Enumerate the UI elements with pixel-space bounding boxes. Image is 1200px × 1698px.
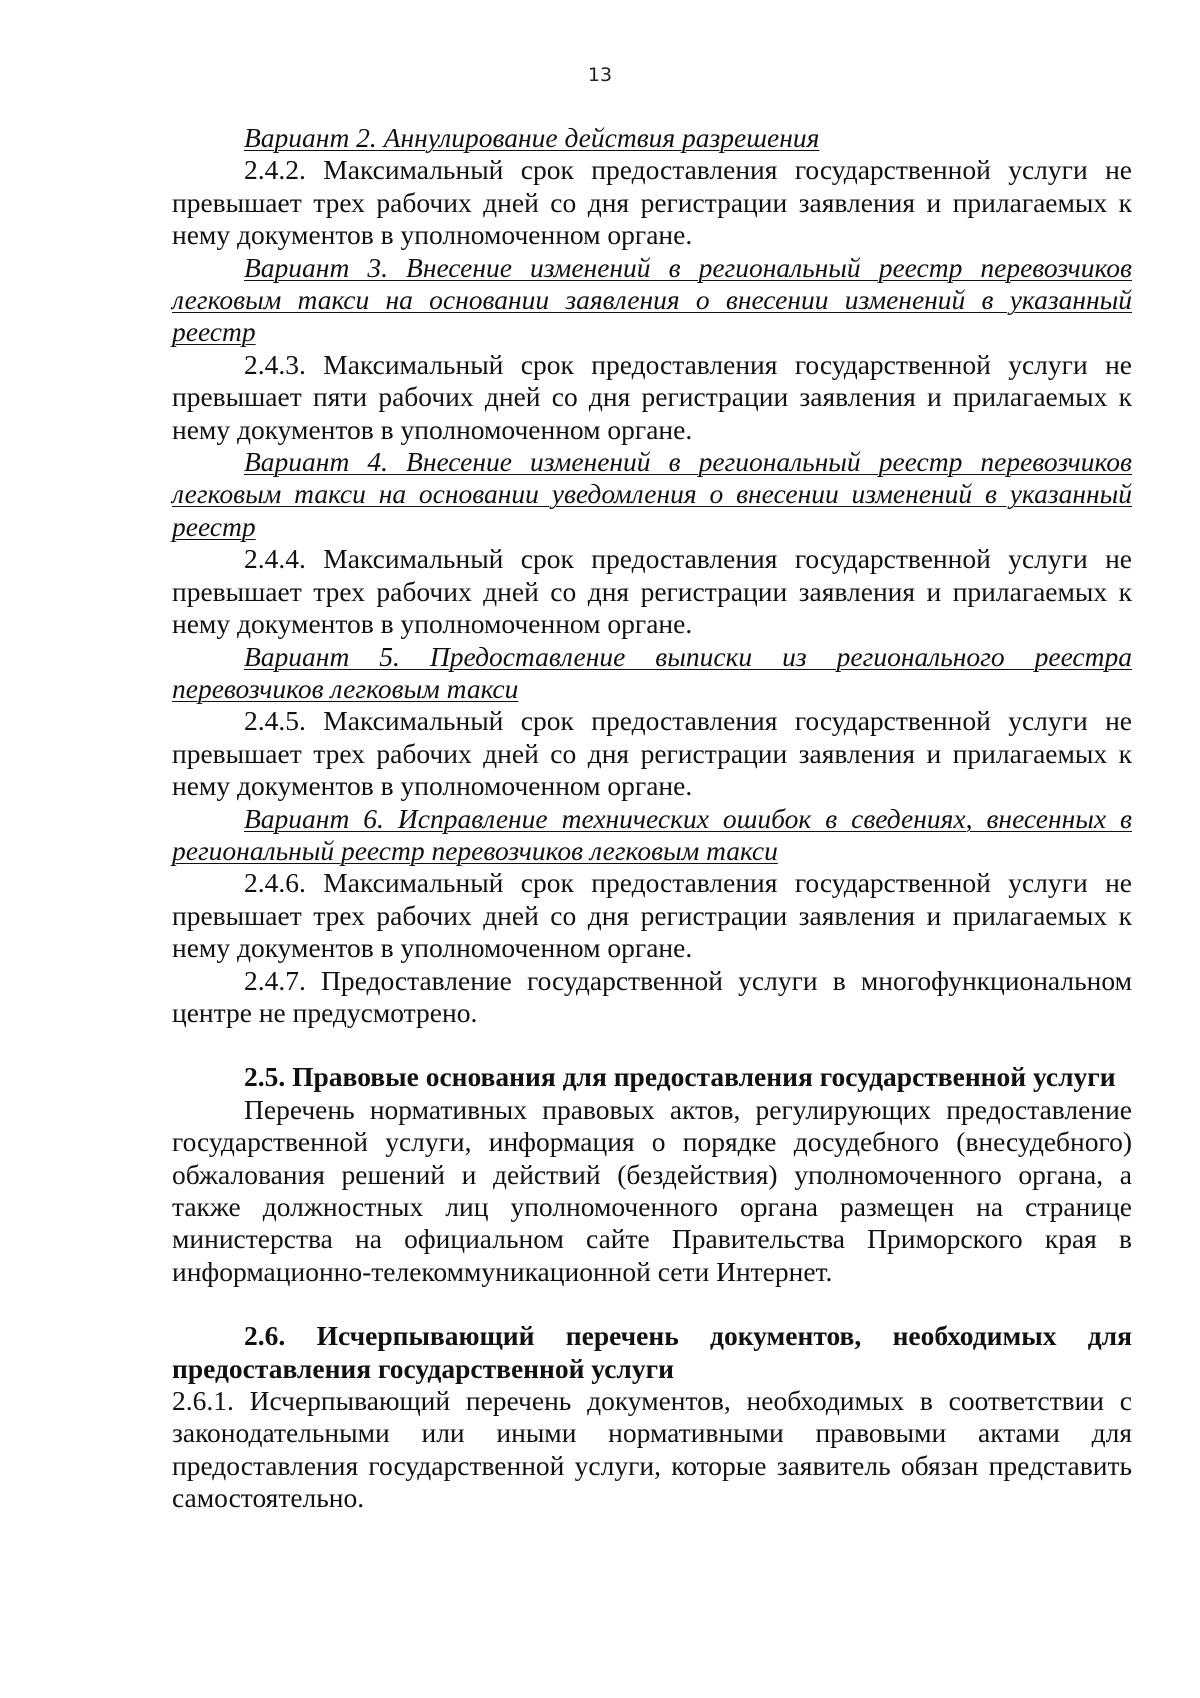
- section-gap: [172, 1029, 1132, 1061]
- page-number: 13: [587, 64, 613, 86]
- paragraph-2-4-3: 2.4.3. Максимальный срок предоставления государственной услуги не превышает пяти рабочих дней со дня регистрации заявления и прилагаемых к нему документов в уполномоченном органе.: [172, 348, 1132, 445]
- document-body: [172, 122, 1132, 1515]
- section-heading-2-5: 2.5. Правовые основания для предоставления государственной услуги: [244, 1061, 1116, 1093]
- section-heading-2-6: 2.6. Исчерпывающий перечень документов, необходимых для предоставления государственной услуги: [172, 1320, 1132, 1384]
- variant-2-title: Вариант 2. Аннулирование действия разрешения: [244, 122, 820, 153]
- paragraph-2-5: Перечень нормативных правовых актов, регулирующих предоставление государственной услуги, информация о порядке досудебного (внесудебного) обжалования решений и действий (бездействия) уполномоченного органа, а также должностных лиц уполномоченного органа размещен на странице министерства на официальном сайте Правительства Приморского края в информационно-телекоммуникационной сети Интернет.: [172, 1093, 1132, 1287]
- paragraph-2-4-2: 2.4.2. Максимальный срок предоставления государственной услуги не превышает трех рабочих дней со дня регистрации заявления и прилагаемых к нему документов в уполномоченном органе.: [172, 154, 1132, 251]
- variant-3-title: Вариант 3. Внесение изменений в региональный реестр перевозчиков легковым такси на основании заявления о внесении изменений в указанный реестр: [172, 251, 1132, 348]
- paragraph-2-4-6: 2.4.6. Максимальный срок предоставления государственной услуги не превышает трех рабочих дней со дня регистрации заявления и прилагаемых к нему документов в уполномоченном органе.: [172, 867, 1132, 964]
- variant-4-title: Вариант 4. Внесение изменений в региональный реестр перевозчиков легковым такси на основании уведомления о внесении изменений в указанный реестр: [172, 446, 1132, 542]
- paragraph-2-4-7: 2.4.7. Предоставление государственной услуги в многофункциональном центре не предусмотрено.: [172, 964, 1132, 1028]
- paragraph-2-4-4: 2.4.4. Максимальный срок предоставления государственной услуги не превышает трех рабочих дней со дня регистрации заявления и прилагаемых к нему документов в уполномоченном органе.: [172, 543, 1132, 640]
- paragraph-2-6-1: 2.6.1. Исчерпывающий перечень документов, необходимых в соответствии с законодательными или иными нормативными правовыми актами для предоставления государственной услуги, которые заявитель обязан представить самостоятельно.: [172, 1385, 1132, 1514]
- paragraph-2-4-5: 2.4.5. Максимальный срок предоставления государственной услуги не превышает трех рабочих дней со дня регистрации заявления и прилагаемых к нему документов в уполномоченном органе.: [172, 705, 1132, 802]
- variant-5-title: Вариант 5. Предоставление выписки из регионального реестра перевозчиков легковым такси: [172, 640, 1132, 704]
- variant-6-title: Вариант 6. Исправление технических ошибок в сведениях, внесенных в региональный реестр перевозчиков легковым такси: [172, 802, 1132, 866]
- section-gap: [172, 1288, 1132, 1320]
